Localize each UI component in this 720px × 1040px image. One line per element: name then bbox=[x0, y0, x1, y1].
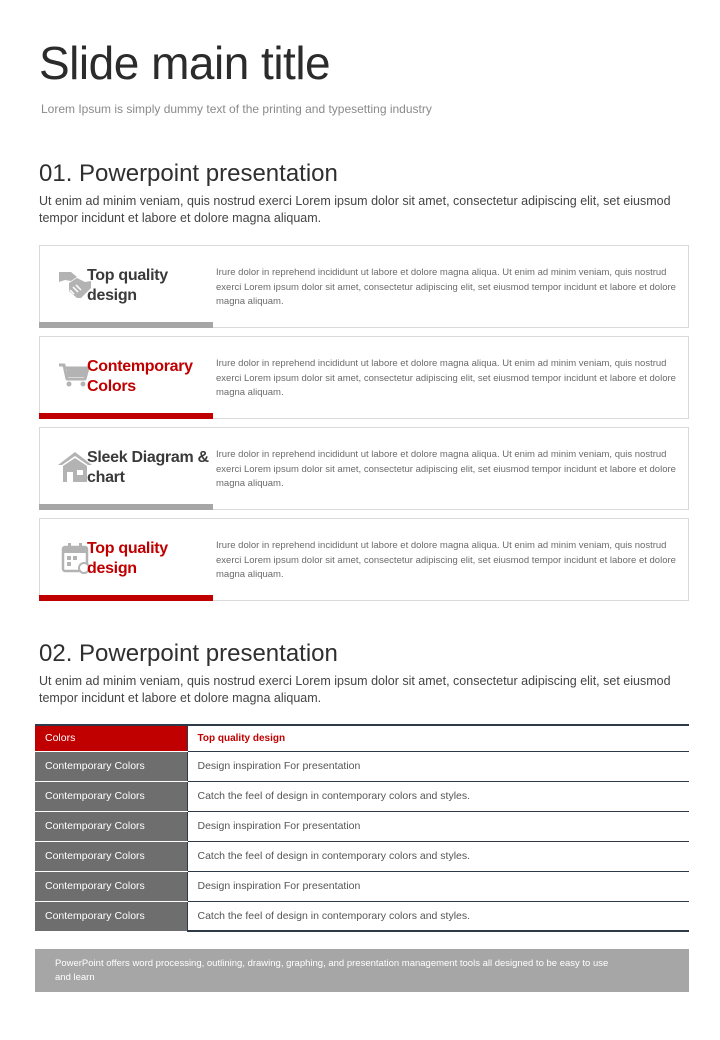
table-cell: Contemporary Colors bbox=[35, 751, 187, 781]
table-cell: Design inspiration For presentation bbox=[187, 811, 689, 841]
table-row bbox=[35, 751, 689, 781]
table-cell: Contemporary Colors bbox=[35, 871, 187, 901]
table-row bbox=[35, 781, 689, 811]
feature-card bbox=[39, 245, 689, 328]
card-label: Sleek Diagram & chart bbox=[87, 449, 209, 486]
card-text: Irure dolor in reprehend incididunt ut labore et dolore magna aliqua. Ut enim ad minim veniam, quis nostrud exerci Lorem ipsum dolor sit amet, consectetur adipiscing elit, set eiusmod tempor incidunt et labore et dolore magna aliquam. bbox=[216, 358, 676, 398]
card-accent-bar bbox=[39, 322, 213, 328]
table-cell: Contemporary Colors bbox=[35, 841, 187, 871]
footer-text: PowerPoint offers word processing, outlining, drawing, graphing, and presentation management tools all designed to be easy to use and learn bbox=[55, 958, 609, 983]
table-cell: Catch the feel of design in contemporary colors and styles. bbox=[187, 841, 689, 871]
table-cell: Contemporary Colors bbox=[35, 901, 187, 931]
table-row bbox=[35, 841, 689, 871]
card-accent-bar bbox=[39, 413, 213, 419]
card-label: Top quality design bbox=[87, 267, 168, 304]
table-header-row bbox=[35, 725, 689, 751]
table-header-cell: Top quality design bbox=[187, 725, 689, 751]
table-cell: Contemporary Colors bbox=[35, 811, 187, 841]
card-accent-bar bbox=[39, 504, 213, 510]
table-cell: Catch the feel of design in contemporary colors and styles. bbox=[187, 781, 689, 811]
feature-card bbox=[39, 427, 689, 510]
data-table bbox=[35, 724, 689, 932]
card-accent-bar bbox=[39, 595, 213, 601]
section-1-description: Ut enim ad minim veniam, quis nostrud exerci Lorem ipsum dolor sit amet, consectetur adipiscing elit, set eiusmod tempor incidunt et labore et dolore magna aliquam. bbox=[39, 194, 671, 225]
footer-note bbox=[35, 949, 689, 992]
section-2-description: Ut enim ad minim veniam, quis nostrud exerci Lorem ipsum dolor sit amet, consectetur adipiscing elit, set eiusmod tempor incidunt et labore et dolore magna aliquam. bbox=[39, 674, 671, 705]
card-text: Irure dolor in reprehend incididunt ut labore et dolore magna aliqua. Ut enim ad minim veniam, quis nostrud exerci Lorem ipsum dolor sit amet, consectetur adipiscing elit, set eiusmod tempor incidunt et labore et dolore magna aliquam. bbox=[216, 449, 676, 489]
table-cell: Contemporary Colors bbox=[35, 781, 187, 811]
page-title: Slide main title bbox=[39, 37, 331, 89]
section-1-title: 01. Powerpoint presentation bbox=[39, 160, 338, 187]
table-row bbox=[35, 871, 689, 901]
section-2-title: 02. Powerpoint presentation bbox=[39, 640, 338, 667]
table-header-cell: Colors bbox=[35, 725, 187, 751]
table-cell: Catch the feel of design in contemporary colors and styles. bbox=[187, 901, 689, 931]
card-text: Irure dolor in reprehend incididunt ut labore et dolore magna aliqua. Ut enim ad minim veniam, quis nostrud exerci Lorem ipsum dolor sit amet, consectetur adipiscing elit, set eiusmod tempor incidunt et labore et dolore magna aliquam. bbox=[216, 267, 676, 307]
table-row bbox=[35, 811, 689, 841]
table-cell: Design inspiration For presentation bbox=[187, 751, 689, 781]
table-cell: Design inspiration For presentation bbox=[187, 871, 689, 901]
feature-card bbox=[39, 518, 689, 601]
card-label: Contemporary Colors bbox=[87, 358, 193, 395]
card-label: Top quality design bbox=[87, 540, 168, 577]
feature-card bbox=[39, 336, 689, 419]
card-text: Irure dolor in reprehend incididunt ut labore et dolore magna aliqua. Ut enim ad minim veniam, quis nostrud exerci Lorem ipsum dolor sit amet, consectetur adipiscing elit, set eiusmod tempor incidunt et labore et dolore magna aliquam. bbox=[216, 540, 676, 580]
page-subtitle: Lorem Ipsum is simply dummy text of the printing and typesetting industry bbox=[41, 102, 432, 116]
table-row bbox=[35, 901, 689, 931]
